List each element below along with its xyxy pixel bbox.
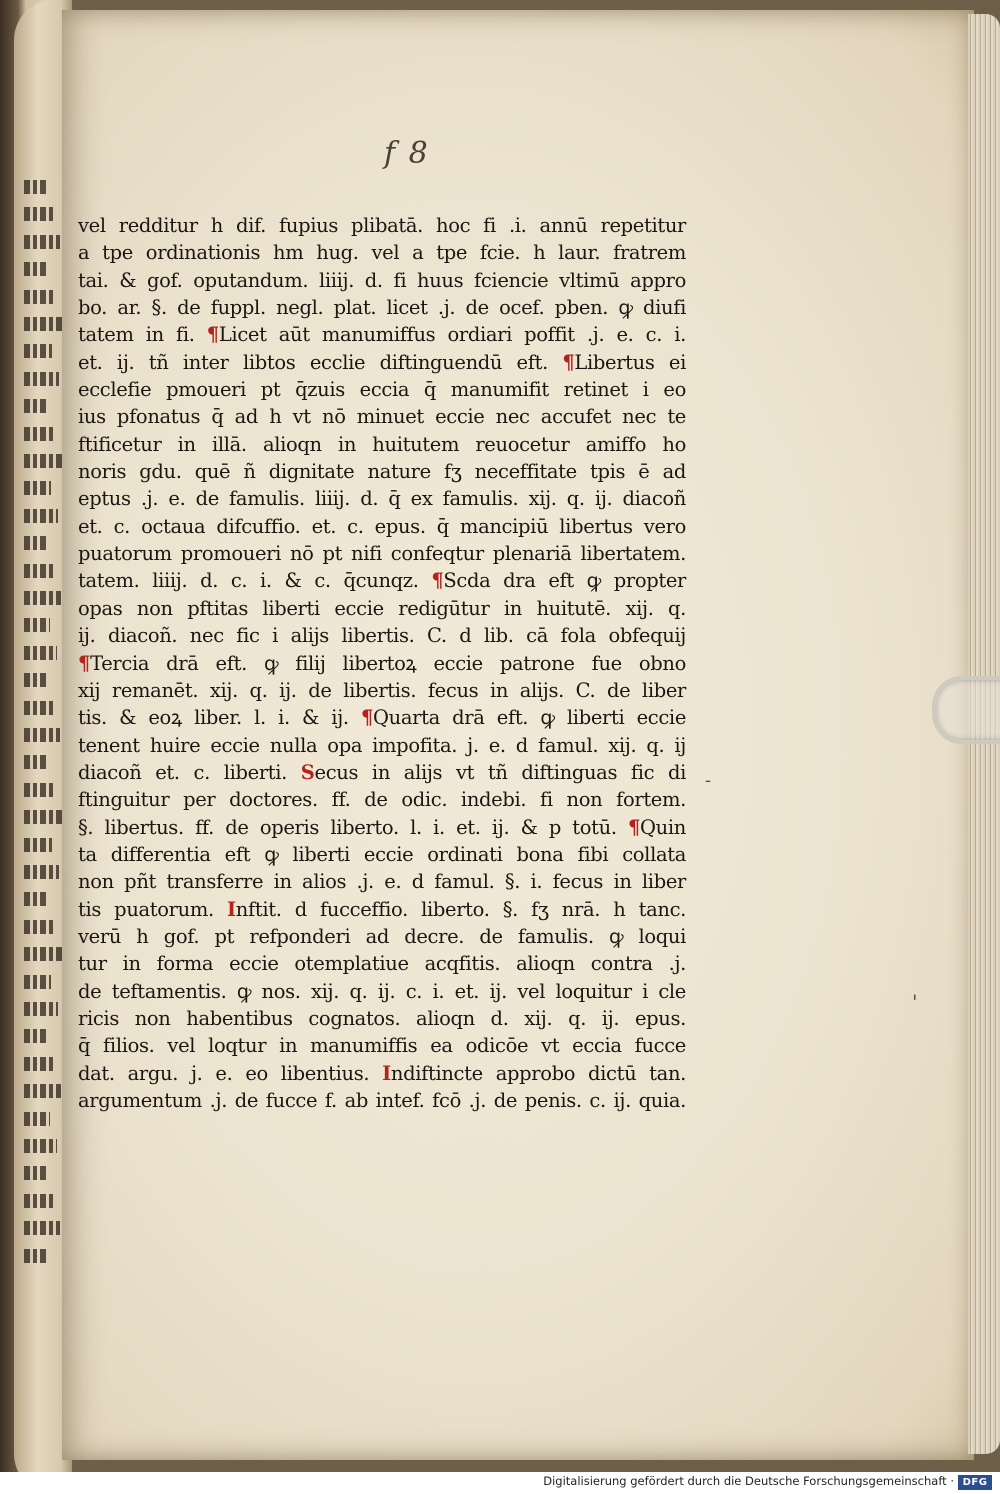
rubric-mark: I (382, 1061, 391, 1085)
text-segment: de teftamentis. ꝙ nos. xij. q. ij. c. i. et. ij. vel loquitur i cle (78, 979, 686, 1003)
left-page-text-line (24, 399, 48, 413)
left-page-text-line (24, 618, 50, 632)
left-page-text-line (24, 1002, 58, 1016)
left-page-text-line (24, 207, 53, 221)
text-line (78, 732, 686, 759)
rubric-mark: S (300, 760, 315, 784)
left-page-text-line (24, 975, 51, 989)
text-line (78, 896, 686, 923)
text-line (78, 376, 686, 403)
text-segment: vel redditur h dif. fupius plibatā. hoc fi .i. annū repetitur (78, 214, 686, 237)
left-page-text-line (24, 920, 55, 934)
left-page-text-line (24, 536, 47, 550)
text-segment: ecus in alijs vt tñ diftinguas fic di (314, 760, 687, 784)
funding-credit: Digitalisierung gefördert durch die Deutsche Forschungsgemeinschaft · (543, 1474, 954, 1488)
text-line (78, 704, 686, 731)
text-line (78, 978, 686, 1005)
rubric-mark: ¶ (562, 350, 575, 374)
text-line (78, 403, 686, 430)
left-page-text-line (24, 1221, 60, 1235)
rubric-mark: ¶ (627, 815, 641, 839)
text-line (78, 814, 686, 841)
left-page-text-line (24, 427, 55, 441)
text-segment: tis puatorum. (78, 897, 228, 921)
text-segment: argumentum .j. de fucce f. ab intef. fcō .j. de penis. c. ij. quia. (78, 1089, 686, 1112)
text-line (78, 786, 686, 813)
text-line (78, 923, 686, 950)
text-segment: tenent huire eccie nulla opa impofita. j. e. d famul. xij. q. ij (78, 733, 686, 757)
left-page-text-line (24, 783, 56, 797)
text-line (78, 759, 686, 786)
left-page-text-line (24, 810, 63, 824)
text-line (78, 1087, 686, 1114)
left-page-text-line (24, 755, 49, 769)
text-line (78, 540, 686, 567)
left-page-text-line (24, 481, 51, 495)
text-segment: ecclefie pmoueri pt q̄zuis eccia q̄ manumifit retinet i eo (78, 378, 686, 402)
left-page-text-line (24, 947, 62, 961)
left-page-text-fragment (24, 180, 64, 1280)
text-segment: ftinguitur per doctores. ff. de odic. indebi. fi non fortem. (78, 788, 686, 812)
text-column (78, 212, 686, 1114)
text-segment: opas non pftitas liberti eccie redigūtur in huitutē. xij. q. (78, 596, 686, 620)
text-segment: non pñt transferre in alios .j. e. d famul. §. i. fecus in liber (78, 870, 686, 894)
text-segment: tur in forma eccie otemplatiue acqfitis. alioqn contra .j. (78, 952, 686, 976)
book-clip (932, 676, 1000, 744)
left-page-text-line (24, 865, 59, 879)
rubric-mark: ¶ (431, 569, 444, 593)
left-page-text-line (24, 892, 48, 906)
text-segment: ricis non habentibus cognatos. alioqn d. xij. q. ij. epus. (78, 1006, 686, 1030)
left-page-text-line (24, 1194, 53, 1208)
left-page-text-line (24, 1029, 47, 1043)
left-page-text-line (24, 1139, 57, 1153)
text-segment: Tercia drā eft. ꝙ filij libertoꝝ eccie patrone fue obno (90, 651, 686, 675)
text-segment: Libertus ei (574, 350, 687, 374)
text-segment: verū h gof. pt refponderi ad decre. de famulis. ꝙ loqui (78, 924, 686, 948)
left-page-text-line (24, 262, 49, 276)
left-page-text-line (24, 838, 52, 852)
left-page-text-line (24, 673, 46, 687)
text-segment: et. ij. tñ inter libtos ecclie diftinguendū eft. (78, 350, 563, 374)
left-page-text-line (24, 564, 54, 578)
text-segment: tis. & eoꝝ liber. l. i. & ij. (78, 706, 361, 730)
text-line (78, 841, 686, 868)
left-page-text-line (24, 509, 58, 523)
text-line (78, 650, 686, 677)
text-segment: bo. ar. §. de fuppl. negl. plat. licet .j. de ocef. pben. ꝙ diufi (78, 296, 686, 320)
margin-tick-mark: ' (912, 990, 918, 1014)
left-page-text-line (24, 317, 63, 331)
dfg-logo: DFG (958, 1475, 992, 1490)
left-page-text-line (24, 1112, 50, 1126)
text-segment: eptus .j. e. de famulis. liiij. d. q̄ ex famulis. xij. q. ij. diacoñ (78, 487, 686, 511)
text-line (78, 458, 686, 485)
text-line (78, 1032, 686, 1059)
text-line (78, 294, 686, 321)
left-page-text-line (24, 1166, 46, 1180)
left-page-text-line (24, 454, 62, 468)
left-page-text-line (24, 1249, 49, 1263)
rubric-mark: ¶ (78, 651, 91, 675)
left-page-text-line (24, 1084, 61, 1098)
text-segment: et. c. octaua difcuffio. et. c. epus. q̄ mancipiū libertus vero (78, 514, 686, 538)
text-segment: noris gdu. quē ñ dignitate nature fʒ neceffitate tpis ē ad (78, 460, 686, 484)
text-segment: puatorum promoueri nō pt nifi confeqtur plenariā libertatem. (78, 542, 686, 566)
text-segment: tai. & gof. oputandum. liiij. d. fi huus fciencie vltimū appro (78, 268, 686, 292)
left-page-text-line (24, 372, 59, 386)
text-segment: ndiftincte approbo dictū tan. (390, 1061, 687, 1085)
text-segment: ta differentia eft ꝙ liberti eccie ordinati bona fibi collata (78, 842, 686, 866)
text-segment: dat. argu. j. e. eo libentius. (78, 1061, 383, 1085)
text-line (78, 239, 686, 266)
text-line (78, 321, 686, 348)
text-segment: Scda dra eft ꝙ propter (443, 569, 686, 593)
left-page-text-line (24, 646, 57, 660)
text-segment: tatem in fi. (78, 323, 207, 347)
rubric-mark: I (227, 897, 236, 921)
left-page-text-line (24, 344, 52, 358)
text-line (78, 485, 686, 512)
footer-bar (0, 1472, 1000, 1494)
left-page-text-line (24, 1057, 54, 1071)
text-line (78, 595, 686, 622)
left-page-text-line (24, 728, 60, 742)
text-line (78, 431, 686, 458)
text-segment: q̄ filios. vel loqtur in manumiffis ea odicōe vt eccia fucce (78, 1034, 686, 1058)
text-segment: tatem. liiij. d. c. i. & c. q̄cunqz. (78, 569, 432, 593)
text-line (78, 677, 686, 704)
text-line (78, 868, 686, 895)
text-line (78, 513, 686, 540)
text-segment: xij remanēt. xij. q. ij. de libertis. fecus in alijs. C. de liber (78, 678, 686, 702)
left-page-text-line (24, 290, 56, 304)
text-segment: a tpe ordinationis hm hug. vel a tpe fcie. h laur. fratrem (78, 241, 686, 265)
text-line (78, 349, 686, 376)
text-segment: ius pfonatus q̄ ad h vt nō minuet eccie nec accufet nec te (78, 405, 686, 429)
text-segment: §. libertus. ff. de operis liberto. l. i. et. ij. & p totū. (78, 815, 628, 839)
text-line (78, 622, 686, 649)
text-line (78, 212, 686, 239)
folio-mark: f 8 (384, 136, 430, 171)
text-segment: Quin (640, 815, 686, 839)
left-page-text-line (24, 701, 53, 715)
left-page-text-line (24, 235, 60, 249)
rubric-mark: ¶ (206, 323, 219, 347)
left-page-text-line (24, 591, 61, 605)
margin-dash-mark: - (705, 770, 712, 791)
text-segment: nftit. d fucceffio. liberto. §. fʒ nrā. h tanc. (235, 897, 687, 921)
text-segment: ftificetur in illā. alioqn in huitutem reuocetur amiffo ho (78, 432, 686, 456)
text-line (78, 1005, 686, 1032)
text-line (78, 567, 686, 594)
rubric-mark: ¶ (360, 706, 374, 730)
text-segment: diacoñ et. c. liberti. (78, 760, 301, 784)
text-segment: Quarta drā eft. ꝙ liberti eccie (373, 706, 687, 730)
left-page-text-line (24, 180, 46, 194)
text-segment: ij. diacoñ. nec fic i alijs libertis. C. d lib. cā fola obfequij (78, 624, 686, 648)
text-segment: Licet aūt manumiffus ordiari poffit .j. e. c. i. (218, 323, 687, 347)
text-line (78, 267, 686, 294)
text-line (78, 950, 686, 977)
text-line (78, 1060, 686, 1087)
